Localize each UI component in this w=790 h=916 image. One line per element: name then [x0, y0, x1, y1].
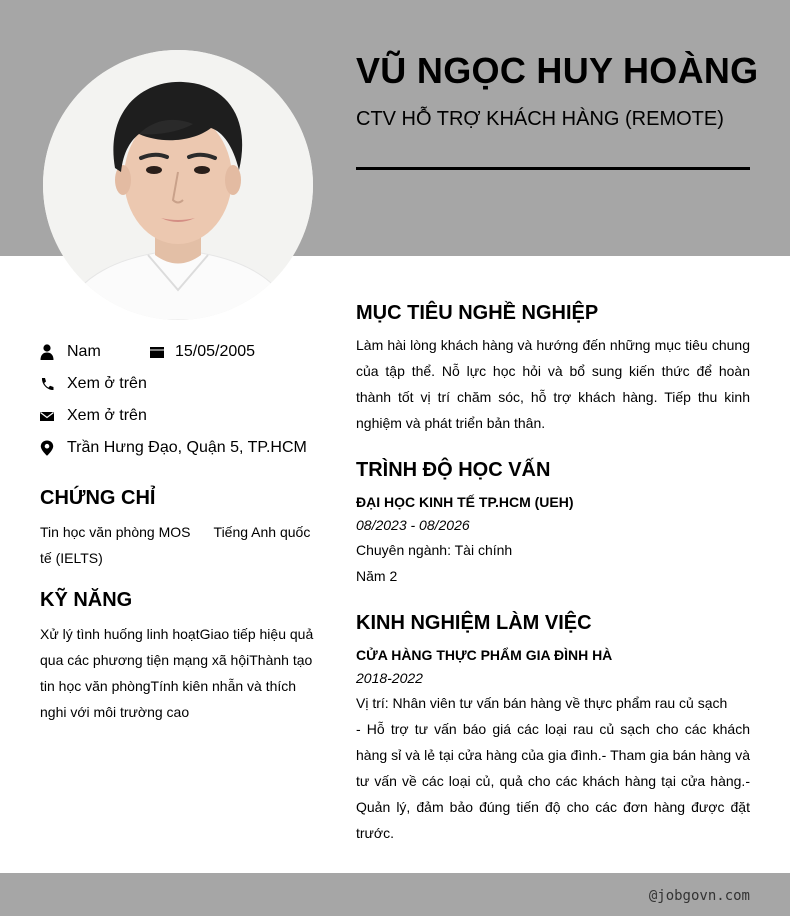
certificates-title: CHỨNG CHỈ: [40, 487, 156, 509]
objective-text: Làm hài lòng khách hàng và hướng đến những mục tiêu chung của tập thể. Nỗ lực học hỏi và bổ sung kiến thức để hoàn thành tốt vị trí chăm sóc, hỗ trợ khách hàng. Tiếp thu kinh nghiệm và phát triển bản thân.: [356, 337, 750, 431]
phone-value: Xem ở trên: [67, 375, 147, 392]
mail-icon: [40, 408, 54, 424]
gender-value: Nam: [67, 343, 101, 360]
experience-company: CỬA HÀNG THỰC PHẨM GIA ĐÌNH HÀ: [356, 647, 613, 663]
birthdate-value: 15/05/2005: [175, 343, 256, 360]
education-title: TRÌNH ĐỘ HỌC VẤN: [356, 459, 551, 481]
education-major: Chuyên ngành: Tài chính: [356, 542, 513, 558]
education-period: 08/2023 - 08/2026: [356, 517, 470, 533]
birthdate-row: [150, 343, 255, 361]
experience-period: 2018-2022: [356, 670, 423, 686]
profile-photo: [43, 50, 313, 320]
gender-row: [40, 343, 101, 361]
footer-watermark: @jobgovn.com: [648, 888, 750, 904]
experience-description: - Hỗ trợ tư vấn báo giá các loại rau củ sạch cho các khách hàng sỉ và lẻ tại cửa hàng của gia đình.- Tham gia bán hàng và tư vấn về các loại củ, quả cho các khách hàng tại cửa hàng.- Quản lý, đảm bảo đúng tiến độ cho các đơn hàng được đặt trước.: [356, 721, 750, 841]
job-title: CTV HỖ TRỢ KHÁCH HÀNG (REMOTE): [356, 108, 724, 130]
location-pin-icon: [40, 440, 54, 456]
phone-row: [40, 375, 147, 393]
title-divider: [356, 167, 750, 170]
footer-band: [0, 873, 790, 916]
address-row: [40, 439, 307, 457]
person-icon: [40, 344, 54, 360]
portrait-image: [43, 50, 313, 320]
objective-title: MỤC TIÊU NGHỀ NGHIỆP: [356, 302, 599, 324]
calendar-icon: [150, 344, 164, 360]
education-year: Năm 2: [356, 568, 398, 584]
candidate-name: VŨ NGỌC HUY HOÀNG: [356, 50, 759, 91]
email-value: Xem ở trên: [67, 407, 147, 424]
skills-title: KỸ NĂNG: [40, 589, 133, 611]
phone-icon: [40, 376, 54, 392]
experience-position: Vị trí: Nhân viên tư vấn bán hàng về thực phẩm rau củ sạch: [356, 695, 728, 711]
education-school: ĐẠI HỌC KINH TẾ TP.HCM (UEH): [356, 494, 574, 510]
skills-text: Xử lý tình huống linh hoạtGiao tiếp hiệu quả qua các phương tiện mạng xã hộiThành tạo tin học văn phòngTính kiên nhẫn và thích nghi với môi trường cao: [40, 626, 314, 720]
experience-title: KINH NGHIỆM LÀM VIỆC: [356, 612, 592, 634]
email-row: [40, 407, 147, 425]
address-value: Trần Hưng Đạo, Quận 5, TP.HCM: [67, 439, 307, 456]
certificates-text: Tin học văn phòng MOS Tiếng Anh quốc tế (IELTS): [40, 524, 315, 566]
